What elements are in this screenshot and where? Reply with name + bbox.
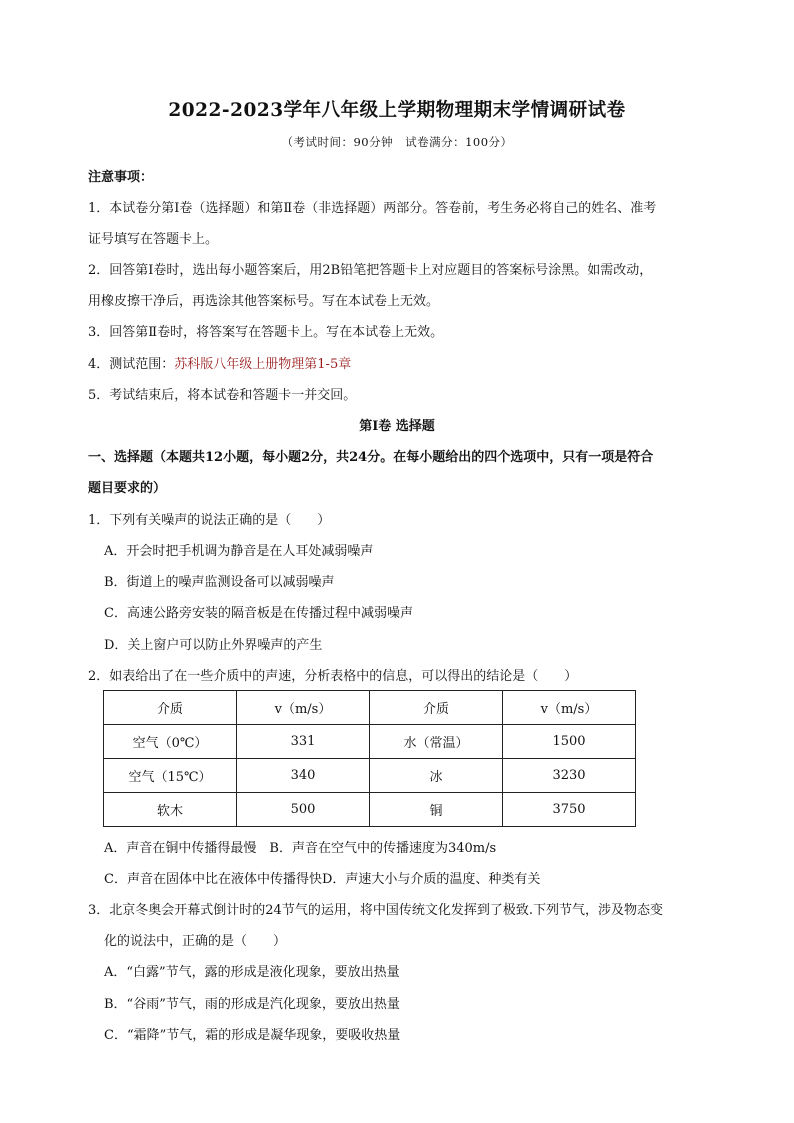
- table-cell: 3230: [503, 759, 636, 793]
- table-header-row: [104, 691, 636, 725]
- q3-stem-line-2: 化的说法中，正确的是（ ）: [104, 934, 287, 949]
- table-row: [104, 759, 636, 793]
- table-cell: 1500: [503, 725, 636, 759]
- exam-subtitle: （考试时间：90分钟 试卷满分：100分）: [281, 135, 513, 149]
- table-cell: 软木: [104, 793, 237, 827]
- q2-options-ab: A．声音在铜中传播得最慢 B．声音在空气中的传播速度为340m/s: [104, 841, 497, 856]
- q2-options-cd: C．声音在固体中比在液体中传播得快D．声速大小与介质的温度、种类有关: [104, 872, 541, 887]
- sound-speed-table: [103, 690, 636, 827]
- part-title: 第Ⅰ卷 选择题: [359, 419, 435, 434]
- notice-item-4-prefix: 4．测试范围：: [88, 357, 175, 372]
- q1-stem: 1．下列有关噪声的说法正确的是（ ）: [88, 513, 331, 528]
- notice-item-4-range: 苏科版八年级上册物理第1-5章: [174, 357, 352, 372]
- notice-item-1-line-2: 证号填写在答题卡上。: [88, 232, 219, 247]
- notice-item-2-line-2: 用橡皮擦干净后，再选涂其他答案标号。写在本试卷上无效。: [88, 294, 440, 309]
- q3-option-b: B．“谷雨”节气，雨的形成是汽化现象，要放出热量: [104, 997, 400, 1012]
- table-cell: 空气（0℃）: [104, 725, 237, 759]
- table-cell: 331: [237, 725, 370, 759]
- table-row: [104, 725, 636, 759]
- notice-item-5: 5．考试结束后，将本试卷和答题卡一并交回。: [88, 388, 357, 403]
- exam-title: 2022-2023学年八年级上学期物理期末学情调研试卷: [168, 100, 626, 121]
- section-instruction-line-2: 题目要求的）: [88, 481, 167, 496]
- q3-option-a: A．“白露”节气，露的形成是液化现象，要放出热量: [104, 965, 400, 980]
- notice-heading: 注意事项：: [88, 170, 154, 185]
- table-header-cell: 介质: [370, 691, 503, 725]
- table-cell: 铜: [370, 793, 503, 827]
- table-cell: 水（常温）: [370, 725, 503, 759]
- table-cell: 冰: [370, 759, 503, 793]
- section-instruction-line-1: 一、选择题（本题共12小题，每小题2分，共24分。在每小题给出的四个选项中，只有一项是符合: [88, 450, 654, 465]
- q3-stem-line-1: 3．北京冬奥会开幕式倒计时的24节气的运用，将中国传统文化发挥到了极致.下列节气，涉及物态变: [88, 903, 663, 918]
- table-cell: 3750: [503, 793, 636, 827]
- table-header-cell: 介质: [104, 691, 237, 725]
- q1-option-d: D．关上窗户可以防止外界噪声的产生: [104, 638, 323, 653]
- table-header-cell: v（m/s）: [503, 691, 636, 725]
- q3-option-c: C．“霜降”节气，霜的形成是凝华现象，要吸收热量: [104, 1028, 401, 1043]
- q2-stem: 2．如表给出了在一些介质中的声速，分析表格中的信息，可以得出的结论是（ ）: [88, 669, 578, 684]
- q1-option-b: B．街道上的噪声监测设备可以减弱噪声: [104, 575, 335, 590]
- notice-item-1-line-1: 1．本试卷分第Ⅰ卷（选择题）和第Ⅱ卷（非选择题）两部分。答卷前，考生务必将自己的姓名、准考: [88, 201, 657, 216]
- table-cell: 空气（15℃）: [104, 759, 237, 793]
- table-cell: 500: [237, 793, 370, 827]
- q1-option-c: C．高速公路旁安装的隔音板是在传播过程中减弱噪声: [104, 606, 413, 621]
- notice-item-2-line-1: 2．回答第Ⅰ卷时，选出每小题答案后，用2B铅笔把答题卡上对应题目的答案标号涂黑。如需改动，: [88, 263, 653, 278]
- q1-option-a: A．开会时把手机调为静音是在人耳处减弱噪声: [104, 544, 374, 559]
- notice-item-4: [88, 353, 718, 372]
- notice-item-3: 3．回答第Ⅱ卷时，将答案写在答题卡上。写在本试卷上无效。: [88, 325, 444, 340]
- table-row: [104, 793, 636, 827]
- table-header-cell: v（m/s）: [237, 691, 370, 725]
- table-cell: 340: [237, 759, 370, 793]
